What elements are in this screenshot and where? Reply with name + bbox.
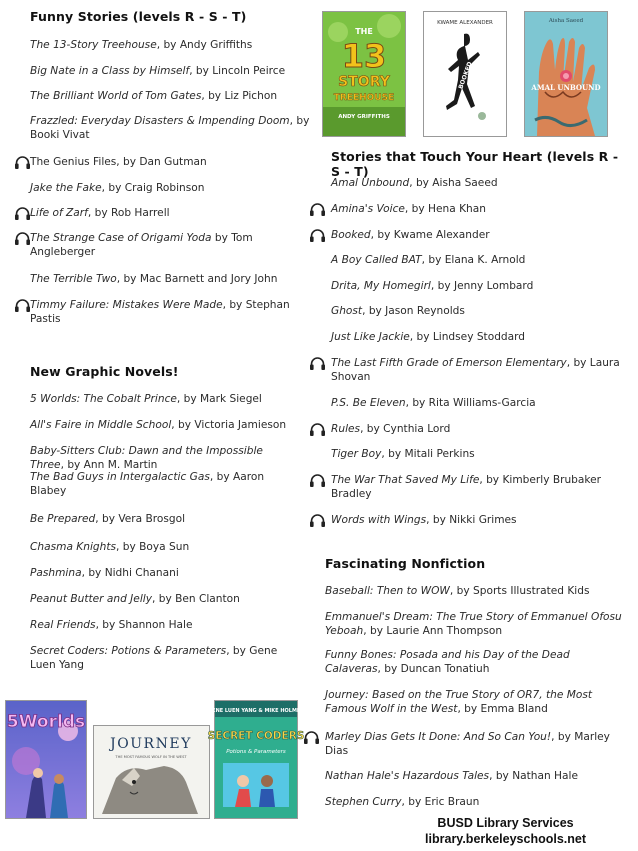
section-title-funny: Funny Stories (levels R - S - T) bbox=[30, 9, 247, 24]
book-item bbox=[30, 298, 310, 326]
book-title: The Last Fifth Grade of Emerson Elementary bbox=[331, 357, 567, 369]
book-author: , by Victoria Jamieson bbox=[171, 419, 287, 431]
footer-website-link[interactable]: library.berkeleyschools.net bbox=[425, 832, 586, 846]
book-item bbox=[325, 795, 625, 809]
book-item bbox=[325, 584, 625, 598]
book-author: , by Duncan Tonatiuh bbox=[377, 663, 490, 675]
book-author: , by Emma Bland bbox=[457, 703, 548, 715]
book-title: Jake the Fake bbox=[30, 182, 102, 194]
book-title: Chasma Knights bbox=[30, 541, 117, 553]
cover-coders-subtitle: Potions & Parameters bbox=[226, 749, 286, 755]
section-title-nonfiction: Fascinating Nonfiction bbox=[325, 556, 486, 571]
book-title: Funny Bones: Posada and his Day of the Dead Calaveras bbox=[325, 649, 570, 675]
book-title: Booked bbox=[331, 229, 371, 241]
headphones-icon bbox=[309, 473, 326, 488]
section-title-graphic: New Graphic Novels! bbox=[30, 364, 179, 379]
book-title: Life of Zarf bbox=[30, 207, 88, 219]
book-item bbox=[30, 114, 310, 142]
book-author: , by Kwame Alexander bbox=[370, 229, 490, 241]
book-item bbox=[331, 202, 631, 216]
book-title: Drita, My Homegirl bbox=[331, 280, 431, 292]
headphones-icon bbox=[14, 155, 31, 170]
book-title: Peanut Butter and Jelly bbox=[30, 593, 152, 605]
book-item bbox=[325, 730, 625, 758]
cover-13-story-treehouse bbox=[322, 11, 406, 137]
book-author: , by Sports Illustrated Kids bbox=[449, 585, 590, 597]
book-item bbox=[325, 610, 625, 638]
headphones-icon bbox=[309, 202, 326, 217]
cover-booked-title: BOOKED bbox=[457, 60, 474, 91]
book-author: , by Nathan Hale bbox=[489, 770, 578, 782]
book-item bbox=[331, 279, 631, 293]
book-title: Frazzled: Everyday Disasters & Impending Doom bbox=[30, 115, 290, 127]
cover-treehouse-line: 13 bbox=[341, 37, 387, 75]
book-title: Secret Coders: Potions & Parameters bbox=[30, 645, 227, 657]
book-title: Words with Wings bbox=[331, 514, 427, 526]
book-author: , by Lindsey Stoddard bbox=[409, 331, 526, 343]
book-title: 5 Worlds: The Cobalt Prince bbox=[30, 393, 177, 405]
book-author: , by Shannon Hale bbox=[95, 619, 193, 631]
book-item bbox=[30, 592, 300, 606]
book-item bbox=[331, 304, 631, 318]
book-item bbox=[325, 688, 625, 716]
book-author: , by Rita Williams-Garcia bbox=[405, 397, 536, 409]
book-title: The Bad Guys in Intergalactic Gas bbox=[30, 471, 210, 483]
book-author: by Tom Angleberger bbox=[30, 232, 253, 258]
book-author: , by Elana K. Arnold bbox=[421, 254, 526, 266]
book-title: The 13-Story Treehouse bbox=[30, 39, 157, 51]
book-title: Amina's Voice bbox=[331, 203, 405, 215]
book-title: Baseball: Then to WOW bbox=[325, 585, 450, 597]
book-author: , by Vera Brosgol bbox=[95, 513, 186, 525]
cover-journey-subtitle: THE MOST FAMOUS WOLF IN THE WEST bbox=[115, 755, 187, 759]
book-author: , by Ann M. Martin bbox=[60, 459, 158, 471]
cover-journey bbox=[93, 725, 210, 819]
book-title: Emmanuel's Dream: The True Story of Emmanuel Ofosu Yeboah bbox=[325, 611, 622, 637]
book-item bbox=[30, 418, 300, 432]
book-author: , by Cynthia Lord bbox=[360, 423, 451, 435]
book-title: Tiger Boy bbox=[331, 448, 382, 460]
headphones-icon bbox=[14, 231, 31, 246]
book-author: , by Kimberly Brubaker Bradley bbox=[331, 474, 602, 500]
book-author: , by Craig Robinson bbox=[101, 182, 205, 194]
book-item bbox=[30, 566, 300, 580]
book-item bbox=[30, 444, 300, 472]
book-item bbox=[30, 470, 300, 498]
book-item bbox=[331, 513, 631, 527]
cover-treehouse-author: ANDY GRIFFITHS bbox=[338, 114, 390, 120]
book-item bbox=[30, 392, 300, 406]
headphones-icon bbox=[309, 228, 326, 243]
book-title: Real Friends bbox=[30, 619, 96, 631]
cover-5-worlds bbox=[5, 700, 87, 819]
book-item bbox=[331, 356, 631, 384]
book-author: , by Nidhi Chanani bbox=[81, 567, 179, 579]
section-funny bbox=[30, 9, 310, 325]
book-author: , by Laurie Ann Thompson bbox=[363, 625, 503, 637]
book-item bbox=[30, 272, 310, 286]
cover-journey-title: JOURNEY bbox=[110, 736, 192, 752]
book-item bbox=[331, 253, 631, 267]
book-item bbox=[325, 769, 625, 783]
book-title: All's Faire in Middle School bbox=[30, 419, 172, 431]
book-title: The Strange Case of Origami Yoda bbox=[30, 232, 212, 244]
library-footer bbox=[425, 815, 586, 847]
book-item bbox=[30, 89, 310, 103]
book-item bbox=[30, 38, 310, 52]
book-item bbox=[331, 176, 631, 190]
book-title: Journey: Based on the True Story of OR7, the Most Famous Wolf in the West bbox=[325, 689, 593, 715]
section-graphic bbox=[30, 364, 310, 671]
cover-treehouse-line: TREEHOUSE bbox=[333, 93, 395, 103]
book-title: Rules bbox=[331, 423, 361, 435]
book-item bbox=[30, 540, 300, 554]
book-item bbox=[30, 644, 300, 672]
book-title: The Terrible Two bbox=[30, 273, 117, 285]
book-item bbox=[331, 447, 631, 461]
book-title: Timmy Failure: Mistakes Were Made bbox=[30, 299, 223, 311]
book-item bbox=[30, 155, 310, 169]
cover-booked bbox=[423, 11, 507, 137]
book-author: , by Mitali Perkins bbox=[381, 448, 475, 460]
book-author: , by Gene Luen Yang bbox=[30, 645, 278, 671]
book-author: , by Mark Siegel bbox=[176, 393, 262, 405]
book-author: , by Jenny Lombard bbox=[430, 280, 534, 292]
cover-amal-unbound bbox=[524, 11, 608, 137]
book-item bbox=[30, 64, 310, 78]
book-author: , by Hena Khan bbox=[404, 203, 486, 215]
book-title: Be Prepared bbox=[30, 513, 96, 525]
cover-amal-author: Aisha Saeed bbox=[548, 18, 584, 24]
book-title: Baby-Sitters Club: Dawn and the Impossible Three bbox=[30, 445, 263, 471]
book-title: Nathan Hale's Hazardous Tales bbox=[325, 770, 490, 782]
book-author: , by Ben Clanton bbox=[151, 593, 240, 605]
section-heart bbox=[331, 149, 631, 526]
book-title: The War That Saved My Life bbox=[331, 474, 480, 486]
book-item bbox=[30, 231, 310, 259]
book-author: , by Liz Pichon bbox=[201, 90, 278, 102]
book-item bbox=[30, 181, 310, 195]
book-author: , by Aaron Blabey bbox=[30, 471, 265, 497]
book-author: , by Aisha Saeed bbox=[409, 177, 498, 189]
book-title: Just Like Jackie bbox=[331, 331, 410, 343]
book-author: , by Rob Harrell bbox=[87, 207, 170, 219]
cover-booked-author: KWAME ALEXANDER bbox=[437, 20, 493, 26]
book-item bbox=[30, 512, 300, 526]
cover-fiveworlds-title: 5Worlds bbox=[6, 712, 86, 732]
section-title-heart: Stories that Touch Your Heart (levels R - S - T) bbox=[331, 149, 619, 179]
cover-secret-coders bbox=[207, 700, 305, 819]
book-title: Big Nate in a Class by Himself bbox=[30, 65, 190, 77]
book-item bbox=[331, 396, 631, 410]
cover-amal-title: AMAL UNBOUND bbox=[531, 83, 601, 92]
cover-treehouse-line: STORY bbox=[338, 74, 390, 90]
book-title: The Brilliant World of Tom Gates bbox=[30, 90, 202, 102]
headphones-icon bbox=[14, 298, 31, 313]
book-item bbox=[30, 206, 310, 220]
cover-coders-title: SECRET CODERS bbox=[207, 730, 305, 742]
book-author: , by Laura Shovan bbox=[331, 357, 620, 383]
book-title: A Boy Called BAT bbox=[331, 254, 422, 266]
headphones-icon bbox=[309, 513, 326, 528]
book-item bbox=[325, 648, 625, 676]
book-title: P.S. Be Eleven bbox=[331, 397, 406, 409]
book-author: , by Lincoln Peirce bbox=[189, 65, 286, 77]
book-author: , by Jason Reynolds bbox=[362, 305, 465, 317]
headphones-icon bbox=[309, 422, 326, 437]
book-author: , by Booki Vivat bbox=[30, 115, 310, 141]
section-nonfiction bbox=[325, 556, 625, 808]
book-author: The Genius Files, by Dan Gutman bbox=[30, 156, 207, 168]
book-author: , by Andy Griffiths bbox=[156, 39, 253, 51]
book-author: , by Eric Braun bbox=[401, 796, 480, 808]
headphones-icon bbox=[303, 730, 320, 745]
book-title: Stephen Curry bbox=[325, 796, 402, 808]
book-item bbox=[30, 618, 300, 632]
headphones-icon bbox=[309, 356, 326, 371]
book-item bbox=[331, 330, 631, 344]
cover-coders-authors: GENE LUEN YANG & MIKE HOLMES bbox=[208, 708, 304, 714]
book-title: Pashmina bbox=[30, 567, 82, 579]
cover-treehouse-line: THE bbox=[355, 27, 373, 36]
footer-org: BUSD Library Services bbox=[437, 816, 574, 830]
book-title: Marley Dias Gets It Done: And So Can You! bbox=[325, 731, 552, 743]
book-author: , by Nikki Grimes bbox=[426, 514, 517, 526]
book-author: , by Marley Dias bbox=[325, 731, 610, 757]
book-item bbox=[331, 473, 631, 501]
book-item bbox=[331, 422, 631, 436]
headphones-icon bbox=[14, 206, 31, 221]
book-author: , by Boya Sun bbox=[116, 541, 190, 553]
book-title: Ghost bbox=[331, 305, 363, 317]
book-author: , by Stephan Pastis bbox=[30, 299, 290, 325]
book-item bbox=[331, 228, 631, 242]
book-title: Amal Unbound bbox=[331, 177, 410, 189]
book-author: , by Mac Barnett and Jory John bbox=[116, 273, 278, 285]
